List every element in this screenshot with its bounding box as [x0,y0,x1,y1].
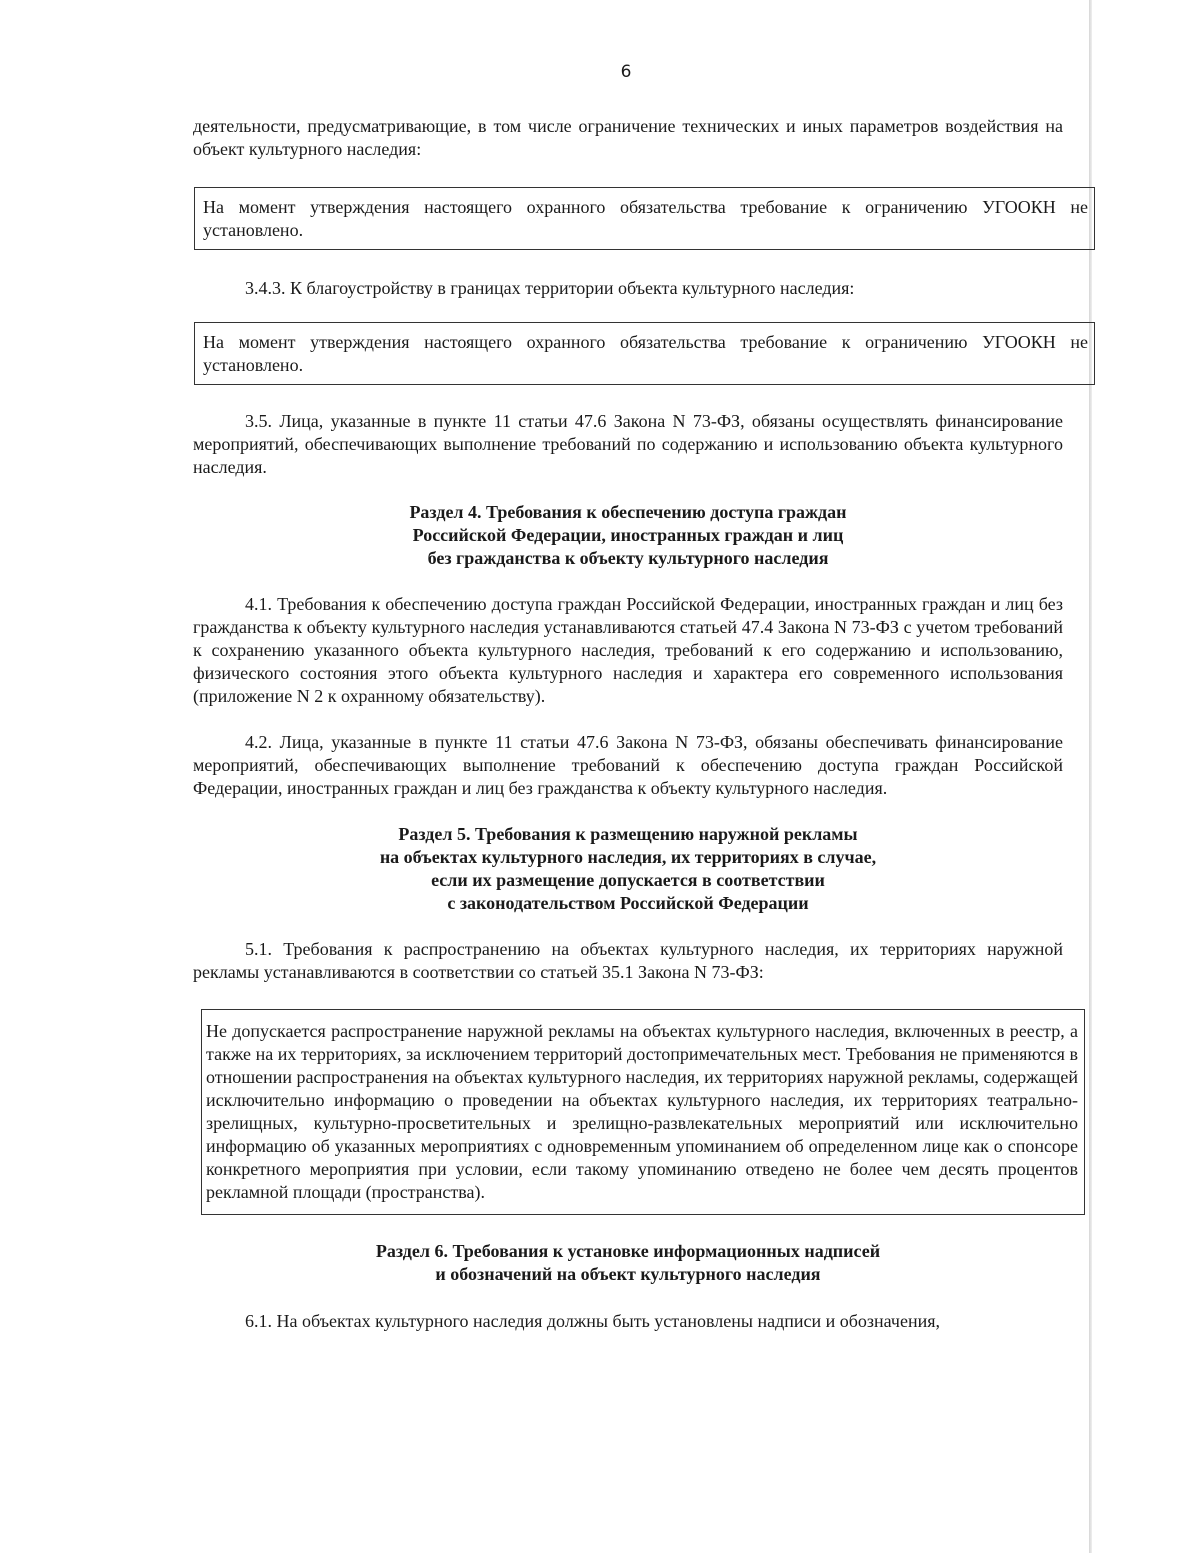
paragraph-3-5: 3.5. Лица, указанные в пункте 11 статьи 47.6 Закона N 73-ФЗ, обязаны осуществлять финансирование мероприятий, обеспечивающих выполнение требований по содержанию и использованию объекта культурного наследия. [193,411,1063,477]
section-6-heading [193,1240,1063,1286]
section-4-heading-line: Раздел 4. Требования к обеспечению доступа граждан [409,502,847,522]
section-5-heading-line: с законодательством Российской Федерации [447,893,809,913]
paragraph-4-1: 4.1. Требования к обеспечению доступа граждан Российской Федерации, иностранных граждан и лиц без гражданства к объекту культурного наследия устанавливаются статьей 47.4 Закона N 73-ФЗ с учетом требований к сохранению указанного объекта культурного наследия, требований к его содержанию и использованию, физического состояния этого объекта культурного наследия и характера его современного использования (приложение N 2 к охранному обязательству). [193,594,1063,706]
section-5-heading-line: Раздел 5. Требования к размещению наружной рекламы [398,824,858,844]
section-4-heading [193,501,1063,570]
section-5-heading-line: на объектах культурного наследия, их территориях в случае, [379,847,877,867]
section-5-heading [193,823,1063,915]
section-6-heading-line: и обозначений на объект культурного наследия [435,1264,821,1284]
framed-note-1-text: На момент утверждения настоящего охранного обязательства требование к ограничению УГООКН не установлено. [203,197,1088,240]
paragraph-3-4-3: 3.4.3. К благоустройству в границах территории объекта культурного наследия: [245,278,855,298]
paragraph-6-1: 6.1. На объектах культурного наследия должны быть установлены надписи и обозначения, [245,1311,941,1331]
page-number: 6 [620,62,632,82]
paragraph-5-1: 5.1. Требования к распространению на объектах культурного наследия, их территориях наружной рекламы устанавливаются в соответствии со статьей 35.1 Закона N 73-ФЗ: [193,939,1063,982]
document-body [193,115,1088,1333]
framed-note-1 [194,187,1095,250]
framed-note-2-text: На момент утверждения настоящего охранного обязательства требование к ограничению УГООКН не установлено. [203,332,1088,375]
framed-note-2 [194,322,1095,385]
section-4-heading-line: без гражданства к объекту культурного наследия [427,548,829,568]
section-4-heading-line: Российской Федерации, иностранных граждан и лиц [412,525,844,545]
section-5-heading-line: если их размещение допускается в соответствии [431,870,825,890]
framed-note-3-text: Не допускается распространение наружной рекламы на объектах культурного наследия, включенных в реестр, а также на их территориях, за исключением территорий достопримечательных мест. Требования не применяются в отношении распространения на объектах культурного наследия, их территориях наружной рекламы, содержащей исключительно информацию о проведении на объектах культурного наследия, их территориях театрально-зрелищных, культурно-просветительных и зрелищно-развлекательных мероприятий или исключительно информацию об указанных мероприятиях с одновременным упоминанием об определенном лице как о спонсоре конкретного мероприятия при условии, если такому упоминанию отведено не более чем десять процентов рекламной площади (пространства). [206,1021,1078,1202]
section-6-heading-line: Раздел 6. Требования к установке информационных надписей [375,1241,881,1261]
framed-note-3 [201,1009,1085,1215]
paragraph-intro: деятельности, предусматривающие, в том числе ограничение технических и иных параметров воздействия на объект культурного наследия: [193,116,1063,159]
paragraph-4-2: 4.2. Лица, указанные в пункте 11 статьи 47.6 Закона N 73-ФЗ, обязаны обеспечивать финансирование мероприятий, обеспечивающих выполнение требований к обеспечению доступа граждан Российской Федерации, иностранных граждан и лиц без гражданства к объекту культурного наследия. [193,732,1063,798]
